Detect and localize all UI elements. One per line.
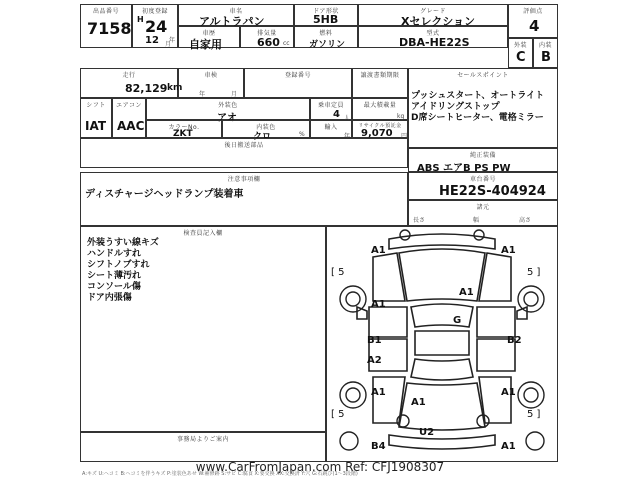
mark-rear-bumper: U2 xyxy=(419,427,435,438)
mark-left-fender: A1 xyxy=(371,299,386,310)
mileage: 82,129 xyxy=(125,82,168,95)
inspector-notes xyxy=(87,238,159,304)
sales-point-3: D席シートヒーター、電格ミラー xyxy=(411,113,544,123)
mark-left-front-tire: [ 5 xyxy=(331,267,345,278)
kind-cell xyxy=(178,26,240,51)
mark-roof: G xyxy=(453,315,462,326)
transfer-doc-cell xyxy=(352,68,408,98)
reg-month: 12 xyxy=(145,35,159,46)
office-cell xyxy=(80,432,326,462)
sales-points-label: セールスポイント xyxy=(457,72,509,79)
import-label: 輸入 xyxy=(324,124,338,131)
chassis-cell xyxy=(408,172,558,200)
color-label: 外装色 xyxy=(218,102,238,109)
rating-cell xyxy=(508,4,558,38)
inspector-note-3: シフトノブすれ xyxy=(87,260,150,270)
ac: AAC xyxy=(117,119,145,133)
mark-rear-right: A1 xyxy=(501,441,516,452)
mark-right-door: B2 xyxy=(507,335,522,346)
fuel-label: 燃料 xyxy=(319,30,333,37)
regno-cell xyxy=(244,68,352,98)
rating-label: 評価点 xyxy=(523,8,543,15)
sales-points-cell xyxy=(408,68,558,148)
height-label: 高さ xyxy=(519,217,532,224)
office-label: 事務局よりご案内 xyxy=(176,436,229,443)
equipment-cell xyxy=(408,148,558,172)
lot-number: 7158 xyxy=(87,19,132,38)
interior-label: 内装 xyxy=(538,42,552,49)
km-unit: km xyxy=(167,83,183,93)
capacity: 4 xyxy=(333,109,340,120)
exterior-label: 外装 xyxy=(513,42,527,49)
mileage-cell xyxy=(80,68,183,98)
capacity-label: 乗車定員 xyxy=(317,102,344,109)
watermark: www.CarFromJapan.com Ref: CFJ1908307 xyxy=(195,460,445,474)
sales-point-1: プッシュスタート、オートライト xyxy=(411,91,545,101)
fuel: ガソリン xyxy=(309,40,346,50)
inspector-label: 検査員記入欄 xyxy=(183,230,223,237)
mark-front-right: A1 xyxy=(501,245,516,256)
shift-label: シフト xyxy=(86,102,106,109)
month-cell xyxy=(132,36,178,48)
transfer-doc-label: 譲渡書類期限 xyxy=(360,72,400,79)
fuel-cell xyxy=(294,26,358,48)
kind: 自家用 xyxy=(189,38,222,51)
chassis-label: 車台番号 xyxy=(469,176,496,183)
mark-hood: A1 xyxy=(459,287,474,298)
rating: 4 xyxy=(529,17,540,35)
year-unit: 年 xyxy=(169,37,176,44)
notes-label: 注意事項欄 xyxy=(227,176,261,183)
equipment: ABS エアB PS PW xyxy=(417,163,511,174)
mark-right-rear-tire-value: 5 xyxy=(527,409,534,420)
mark-front-left: A1 xyxy=(371,245,386,256)
mileage-label: 走行 xyxy=(122,72,136,79)
door-label: ドア形状 xyxy=(313,8,339,15)
mark-left-front-tire-value: 5 xyxy=(338,267,345,278)
car-outline-icon xyxy=(327,227,557,461)
chassis-number: HE22S-404924 xyxy=(439,184,546,199)
door-cell xyxy=(294,4,358,26)
mark-left-door: B1 xyxy=(367,335,382,346)
colorno-cell xyxy=(146,120,222,138)
dimensions-cell xyxy=(408,200,558,226)
grade: Xセレクション xyxy=(401,15,476,28)
load-label: 最大積載量 xyxy=(363,102,397,109)
yen-unit: 円 xyxy=(401,133,408,140)
inspector-cell xyxy=(80,226,326,432)
equipment-label: 純正装備 xyxy=(469,152,496,159)
legend-footnote: A:キズ U:ヘコミ B:ヘコミを伴うキズ P:塗装色あせ W:補修跡 S:サビ C:腐食 X:要交換 XX:交換済 Y:穴 G:石跳び(1〜3段階) xyxy=(82,471,358,477)
mark-left-rear-tire: [ 5 xyxy=(331,409,345,420)
lot-cell xyxy=(80,4,132,48)
mark-left-rear-door: A2 xyxy=(367,355,382,366)
inspection-year-unit: 年 xyxy=(199,91,206,98)
inspection-month-unit: 月 xyxy=(231,91,238,98)
kind-label: 車歴 xyxy=(202,30,216,37)
import-unit: 年 xyxy=(344,133,351,140)
registration-label: 初度登録 xyxy=(141,8,168,15)
sales-point-2: アイドリングストップ xyxy=(411,102,500,112)
cc-unit: cc xyxy=(283,40,290,47)
colorno: ZKT xyxy=(173,129,193,139)
grade-cell xyxy=(358,4,508,26)
notes-cell xyxy=(80,172,408,226)
displacement-cell xyxy=(240,26,294,48)
ac-label: エアコン xyxy=(116,102,142,109)
width-label: 幅 xyxy=(473,217,480,224)
capacity-cell xyxy=(310,98,352,120)
shift: IAT xyxy=(85,119,107,133)
load-unit: kg xyxy=(397,113,405,120)
mark-left-rear-fender: A1 xyxy=(371,387,386,398)
inspection-cell xyxy=(178,68,244,98)
mark-right-rear-fender: A1 xyxy=(501,387,516,398)
color-cell xyxy=(146,98,310,124)
model-label: 型式 xyxy=(426,30,440,37)
displacement: 660 xyxy=(257,36,280,49)
intcolor-cell xyxy=(222,120,310,142)
exterior-grade: C xyxy=(516,50,526,65)
model-code: DBA-HE22S xyxy=(399,36,470,49)
rear-parts-cell xyxy=(80,138,408,168)
inspector-note-5: コンソール傷 xyxy=(87,282,141,292)
mark-left-rear-tire-value: 5 xyxy=(338,409,345,420)
rear-parts-label: 後日搬送部品 xyxy=(224,142,264,149)
interior-cell xyxy=(533,38,558,68)
inspector-note-1: 外装うすい線キズ xyxy=(87,238,159,248)
model-cell xyxy=(358,26,508,48)
load-cell xyxy=(352,98,408,120)
color: アオ xyxy=(217,113,237,124)
car-name-cell xyxy=(178,4,294,26)
percent-sign: % xyxy=(299,131,305,138)
inspector-note-4: シート薄汚れ xyxy=(87,271,142,281)
displacement-label: 排気量 xyxy=(257,30,277,37)
colorno-label: カラーNo. xyxy=(168,124,200,131)
mark-right-front-tire: 5 ] xyxy=(527,267,541,278)
inspector-note-6: ドア内張傷 xyxy=(87,293,132,303)
recycle-label: リサイクル預託金 xyxy=(358,123,402,129)
mark-rear-left: B4 xyxy=(371,441,386,452)
dimensions-label: 諸元 xyxy=(476,204,490,211)
mark-right-front-tire-value: 5 xyxy=(527,267,534,278)
inspection-label: 車検 xyxy=(204,72,218,79)
grade-label: グレード xyxy=(419,8,446,15)
regno-label: 登録番号 xyxy=(284,72,311,79)
capacity-unit: 人 xyxy=(344,115,351,122)
inspector-note-2: ハンドルすれ xyxy=(87,249,142,259)
import-cell xyxy=(310,120,352,138)
sales-points-list xyxy=(411,91,544,124)
shift-cell xyxy=(80,98,112,138)
era: H xyxy=(137,15,144,24)
mark-right-rear-tire: 5 ] xyxy=(527,409,541,420)
mark-trunk: A1 xyxy=(411,397,426,408)
notes: ディスチャージヘッドランプ装着車 xyxy=(85,189,244,200)
intcolor: クロ xyxy=(253,132,272,142)
interior-grade: B xyxy=(541,50,551,65)
recycle-cell xyxy=(352,120,408,138)
door-type: 5HB xyxy=(313,13,339,26)
lot-label: 出品番号 xyxy=(92,8,119,15)
exterior-cell xyxy=(508,38,533,68)
month-unit: 月 xyxy=(165,41,172,48)
auction-sheet xyxy=(80,4,558,462)
damage-diagram xyxy=(326,226,558,462)
car-name-label: 車名 xyxy=(229,8,243,15)
ac-cell xyxy=(112,98,146,138)
recycle-fee: 9,070 xyxy=(361,128,393,139)
reg-year: 24 xyxy=(145,17,168,36)
intcolor-label: 内装色 xyxy=(256,124,276,131)
length-label: 長さ xyxy=(413,217,426,224)
car-name: アルトラパン xyxy=(199,15,265,28)
